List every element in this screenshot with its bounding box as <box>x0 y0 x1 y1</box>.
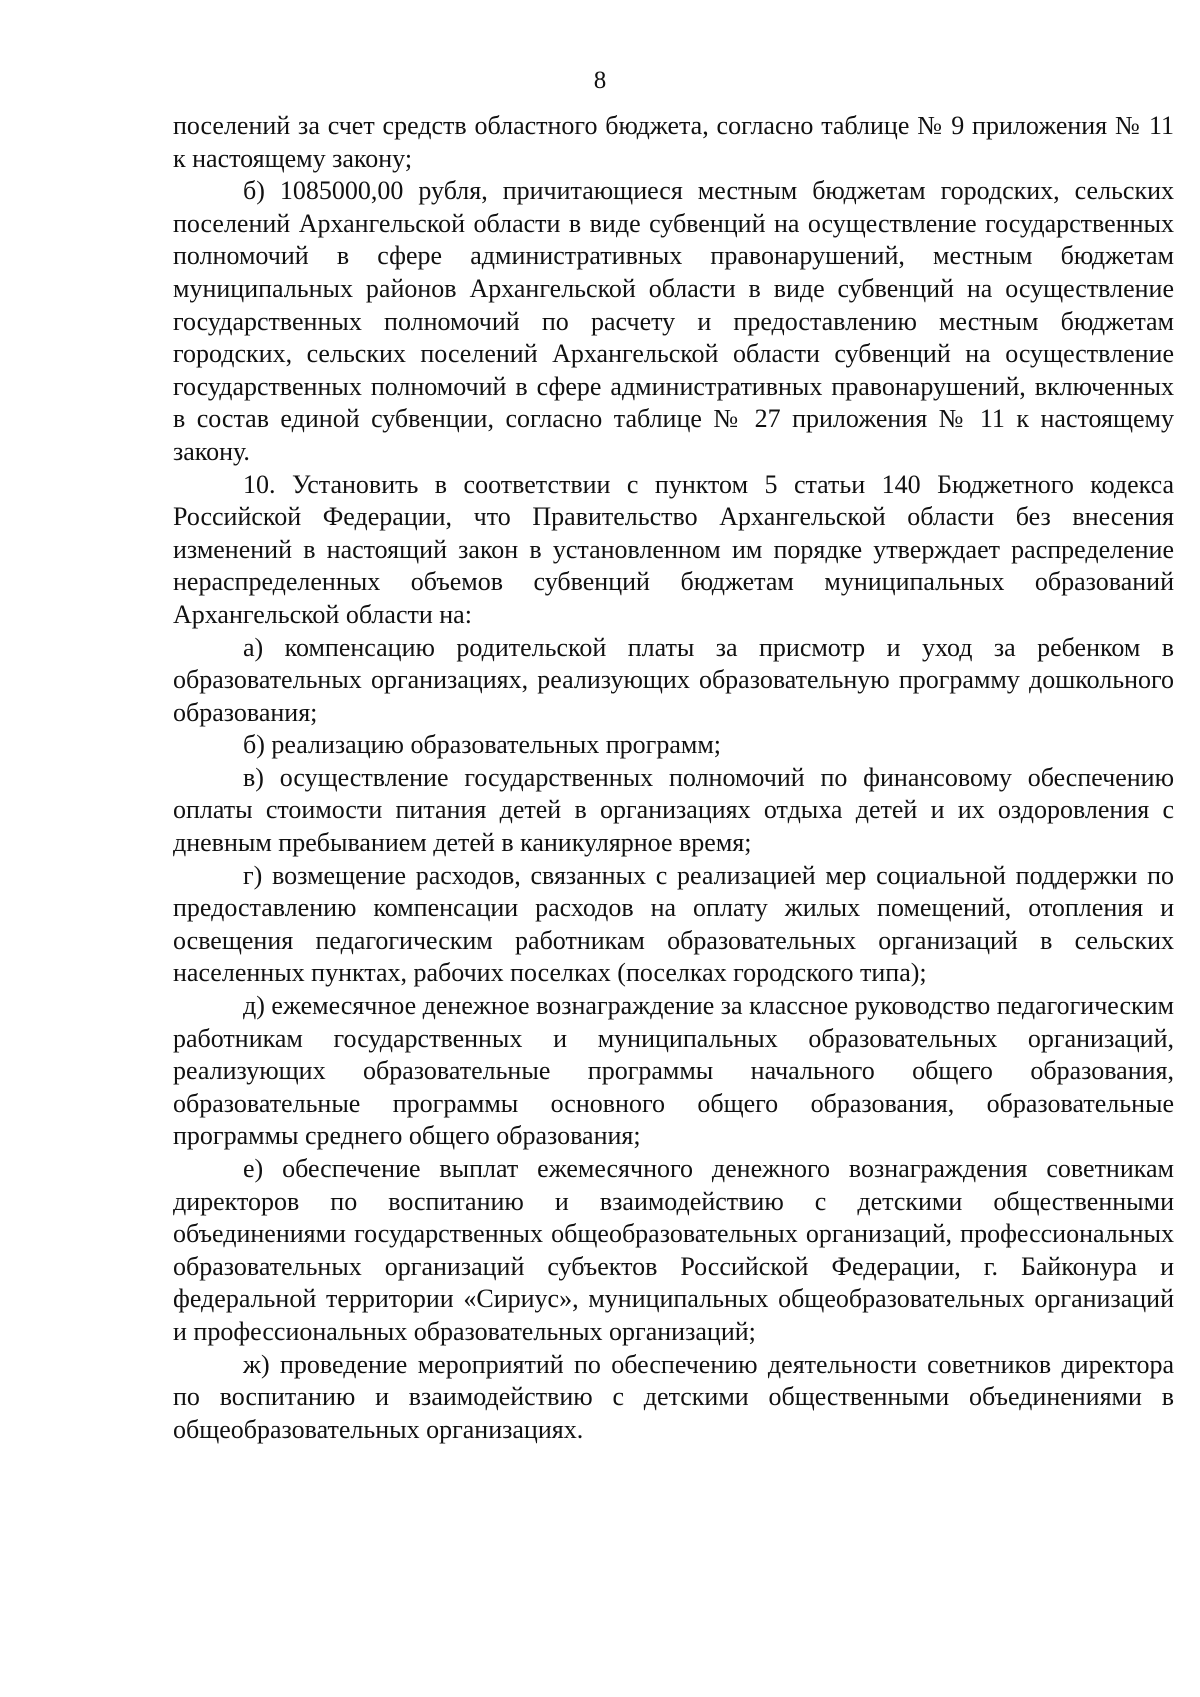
paragraph-section-10: 10. Установить в соответствии с пунктом 5 статьи 140 Бюджетного кодекса Российской Федерации, что Правительство Архангельской области без внесения изменений в настоящий закон в установленном им порядке утверждает распределение нераспределенных объемов субвенций бюджетам муниципальных образований Архангельской области на: <box>173 469 1174 629</box>
paragraph-continuation: поселений за счет средств областного бюджета, согласно таблице № 9 приложения № 11 к настоящему закону; <box>173 111 1174 173</box>
paragraph-item-zh: ж) проведение мероприятий по обеспечению деятельности советников директора по воспитанию и взаимодействию с детскими общественными объединениями в общеобразовательных организациях. <box>173 1349 1174 1444</box>
document-body <box>173 110 1174 1446</box>
paragraph-item-d: д) ежемесячное денежное вознаграждение за классное руководство педагогическим работникам государственных и муниципальных образовательных организаций, реализующих образовательные программы начального общего образования, образовательные программы основного общего образования, образовательные программы среднего общего образования; <box>173 991 1174 1151</box>
paragraph-item-e: е) обеспечение выплат ежемесячного денежного вознаграждения советникам директоров по воспитанию и взаимодействию с детскими общественными объединениями государственных общеобразовательных организаций, профессиональных образовательных организаций субъектов Российской Федерации, г. Байконура и федеральной территории «Сириус», муниципальных общеобразовательных организаций и профессиональных образовательных организаций; <box>173 1154 1174 1346</box>
paragraph-item-v: в) осуществление государственных полномочий по финансовому обеспечению оплаты стоимости питания детей в организациях отдыха детей и их оздоровления с дневным пребыванием детей в каникулярное время; <box>173 762 1174 858</box>
paragraph-item-b: б) реализацию образовательных программ; <box>243 730 722 760</box>
paragraph-item-g: г) возмещение расходов, связанных с реализацией мер социальной поддержки по предоставлению компенсации расходов на оплату жилых помещений, отопления и освещения педагогическим работникам образовательных организаций в сельских населенных пунктах, рабочих поселках (поселках городского типа); <box>173 860 1174 988</box>
paragraph-item-b-subventions: б) 1085000,00 рубля, причитающиеся местным бюджетам городских, сельских поселений Архангельской области в виде субвенций на осуществление государственных полномочий в сфере административных правонарушений, местным бюджетам муниципальных районов Архангельской области в виде субвенций на осуществление государственных полномочий по расчету и предоставлению местным бюджетам городских, сельских поселений Архангельской области субвенций на осуществление государственных полномочий в сфере административных правонарушений, включенных в состав единой субвенции, согласно таблице № 27 приложения № 11 к настоящему закону. <box>173 176 1174 466</box>
page-number: 8 <box>593 67 607 94</box>
paragraph-item-a: а) компенсацию родительской платы за присмотр и уход за ребенком в образовательных организациях, реализующих образовательную программу дошкольного образования; <box>173 632 1174 727</box>
